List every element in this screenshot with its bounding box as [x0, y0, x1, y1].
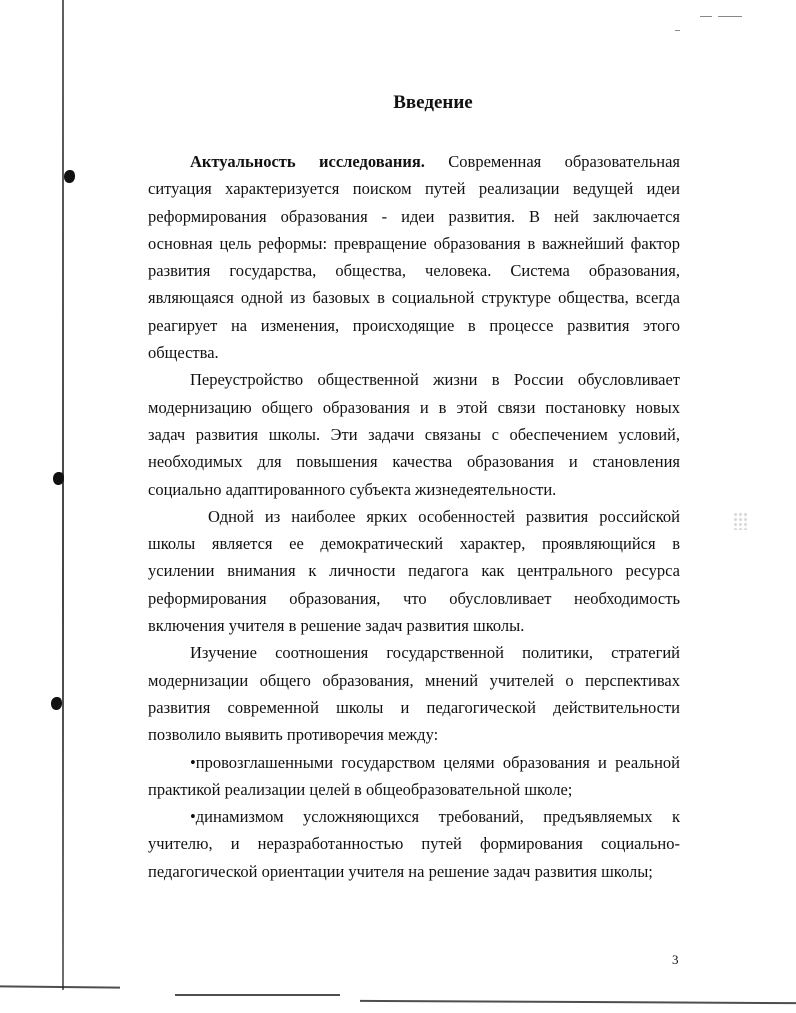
paragraph [148, 503, 680, 639]
page-number: 3 [672, 952, 679, 967]
scan-left-edge [62, 0, 64, 990]
text-line: усилении внимания к личности педагога как центрального ресурса [148, 561, 680, 581]
text-line: реформирования образования, что обусловливает необходимость [148, 588, 680, 608]
punch-hole-mark [53, 472, 64, 485]
paragraph [148, 639, 680, 748]
text-line: педагогической ориентации учителя на решение задач развития школы; [148, 861, 653, 881]
scan-bottom-edge [0, 985, 120, 988]
text-line: социально адаптированного субъекта жизнедеятельности. [148, 479, 557, 499]
body-text [148, 148, 680, 885]
text-line: ситуация характеризуется поиском путей реализации ведущей идеи [148, 179, 680, 199]
text-line: Переустройство общественной жизни в России обусловливает [190, 370, 680, 390]
text-line: развития государства, общества, человека. Система образования, [148, 261, 680, 281]
scan-speck [700, 16, 712, 17]
text-line: необходимых для повышения качества образования и становления [148, 452, 680, 472]
text-line: модернизации общего образования, мнений учителей о перспективах [148, 670, 680, 690]
text-line: Изучение соотношения государственной политики, стратегий [190, 643, 680, 663]
text-line: школы является ее демократический характер, проявляющийся в [148, 534, 680, 554]
scan-bottom-edge [360, 1000, 796, 1004]
text-line: включения учителя в решение задач развития школы. [148, 616, 525, 636]
scan-speck [733, 512, 747, 530]
text-line: Одной из наиболее ярких особенностей развития российской [208, 506, 680, 526]
text-line: реформирования образования - идеи развития. В ней заключается [148, 206, 680, 226]
text-line: реагирует на изменения, происходящие в процессе развития этого [148, 315, 680, 335]
scan-speck [718, 16, 742, 17]
text-line: модернизацию общего образования и в этой связи постановку новых [148, 397, 680, 417]
paragraph [148, 366, 680, 502]
text-line: •провозглашенными государством целями образования и реальной [190, 752, 680, 772]
paragraph [148, 148, 680, 366]
text-line: позволило выявить противоречия между: [148, 725, 439, 745]
text-line: учителю, и неразработанностью путей формирования социально- [148, 834, 680, 854]
text-line: являющаяся одной из базовых в социальной структуре общества, всегда [148, 288, 680, 308]
text-line: развития современной школы и педагогической действительности [148, 697, 680, 717]
text-line: Актуальность исследования. Современная образовательная [190, 152, 680, 171]
text-line: •динамизмом усложняющихся требований, предъявляемых к [190, 807, 680, 827]
text-line: общества. [148, 343, 219, 363]
lead-phrase: Актуальность исследования. [190, 152, 425, 171]
punch-hole-mark [51, 697, 62, 710]
scan-bottom-edge [175, 994, 340, 996]
scan-speck [675, 30, 680, 31]
text-line: практикой реализации целей в общеобразовательной школе; [148, 779, 573, 799]
bullet-item [148, 803, 680, 885]
text-line: основная цель реформы: превращение образования в важнейший фактор [148, 233, 680, 253]
text-line: задач развития школы. Эти задачи связаны с обеспечением условий, [148, 424, 680, 444]
punch-hole-mark [64, 170, 75, 183]
bullet-item [148, 749, 680, 804]
page-title: Введение [393, 92, 473, 113]
